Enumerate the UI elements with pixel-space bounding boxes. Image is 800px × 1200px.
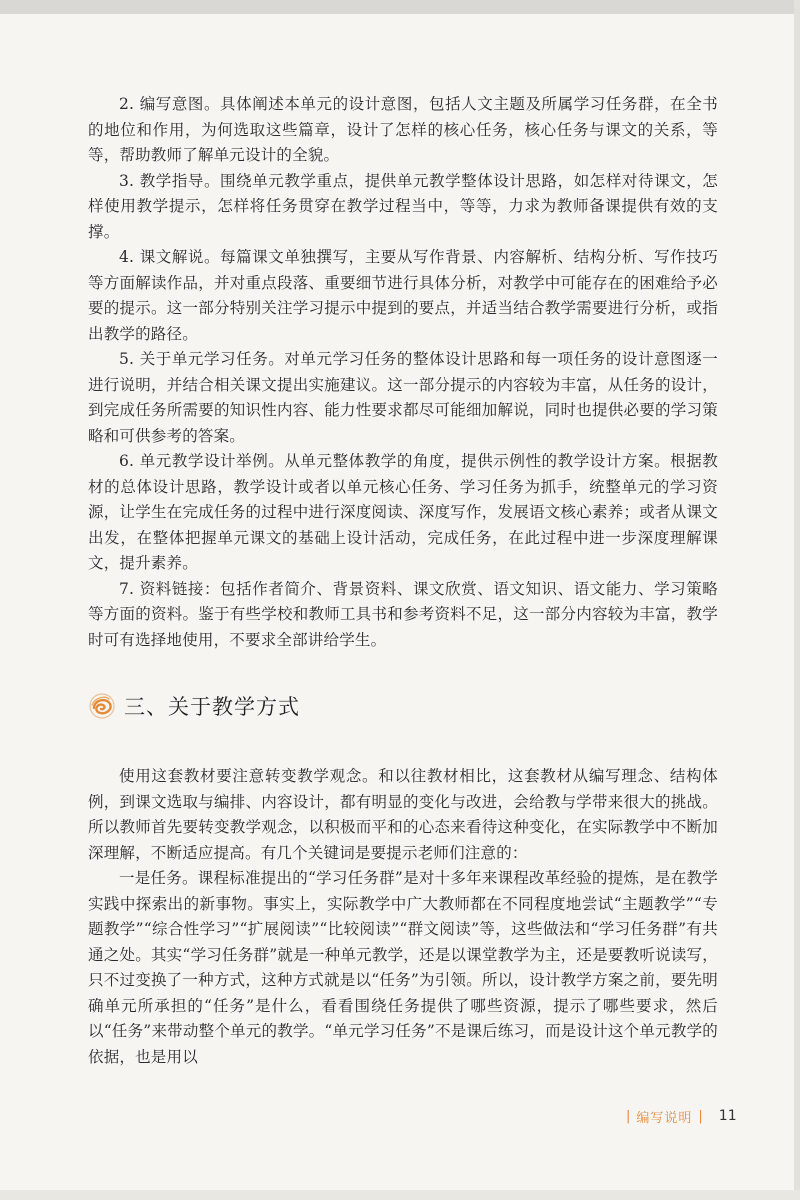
paragraph-unit-design-example: 6. 单元教学设计举例。从单元整体教学的角度，提供示例性的教学设计方案。根据教材的总体设计思路，教学设计或者以单元核心任务、学习任务为抓手，统整单元的学习资源，让学生在完成任务的过程中进行深度阅读、深度写作，发展语文核心素养；或者从课文出发，在整体把握单元课文的基础上设计活动，完成任务，在此过程中进一步深度理解课文，提升素养。 <box>88 452 718 572</box>
bottom-text-block <box>88 764 718 1070</box>
paragraph-writing-intent: 2. 编写意图。具体阐述本单元的设计意图，包括人文主题及所属学习任务群，在全书的地位和作用，为何选取这些篇章，设计了怎样的核心任务，核心任务与课文的关系，等等，帮助教师了解单元设计的全貌。 <box>88 95 718 164</box>
page-number: 11 <box>718 1108 737 1124</box>
swirl-icon <box>88 692 116 720</box>
page-bottom-edge <box>0 1190 800 1200</box>
paragraph-teaching-concept: 使用这套教材要注意转变教学观念。和以往教材相比，这套教材从编写理念、结构体例，到课文选取与编排、内容设计，都有明显的变化与改进，会给教与学带来很大的挑战。所以教师首先要转变教学观念，以积极而平和的心态来看待这种变化，在实际教学中不断加深理解，不断适应提高。有几个关键词是要提示老师们注意的： <box>88 767 718 862</box>
page-top-edge <box>0 0 800 14</box>
section-title: 三、关于教学方式 <box>124 695 300 719</box>
page-right-edge <box>794 0 800 1200</box>
paragraph-teaching-guidance: 3. 教学指导。围绕单元教学重点，提供单元教学整体设计思路，如怎样对待课文，怎样使用教学提示，怎样将任务贯穿在教学过程当中，等等，力求为教师备课提供有效的支撑。 <box>88 171 718 241</box>
section-heading <box>88 688 718 724</box>
page-footer <box>620 1104 737 1128</box>
paragraph-resource-links: 7. 资料链接：包括作者简介、背景资料、课文欣赏、语文知识、语文能力、学习策略等方面的资料。鉴于有些学校和教师工具书和参考资料不足，这一部分内容较为丰富，教学时可有选择地使用，不要求全部讲给学生。 <box>88 579 718 649</box>
paragraph-text-commentary: 4. 课文解说。每篇课文单独撰写，主要从写作背景、内容解析、结构分析、写作技巧等方面解读作品，并对重点段落、重要细节进行具体分析，对教学中可能存在的困难给予必要的提示。这一部分特别关注学习提示中提到的要点，并适当结合教学需要进行分析，或指出教学的路径。 <box>88 248 718 343</box>
footer-divider-left: | <box>626 1108 631 1124</box>
paragraph-task-keyword: 一是任务。课程标准提出的“学习任务群”是对十多年来课程改革经验的提炼，是在教学实践中探索出的新事物。事实上，实际教学中广大教师都在不同程度地尝试“主题教学”“专题教学”“综合性学习”“扩展阅读”“比较阅读”“群文阅读”等，这些做法和“学习任务群”有共通之处。其实“学习任务群”就是一种单元教学，还是以课堂教学为主，还是要教听说读写，只不过变换了一种方式，这种方式就是以“任务”为引领。所以，设计教学方案之前，要先明确单元所承担的“任务”是什么，看看围绕任务提供了哪些资源，提示了哪些要求，然后以“任务”来带动整个单元的教学。“单元学习任务”不是课后练习，而是设计这个单元教学的依据，也是用以 <box>88 869 718 1066</box>
top-text-block <box>88 92 718 653</box>
paragraph-unit-learning-tasks: 5. 关于单元学习任务。对单元学习任务的整体设计思路和每一项任务的设计意图逐一进行说明，并结合相关课文提出实施建议。这一部分提示的内容较为丰富，从任务的设计，到完成任务所需要的知识性内容、能力性要求都尽可能细加解说，同时也提供必要的学习策略和可供参考的答案。 <box>88 350 718 445</box>
footer-section-label: 编写说明 <box>636 1110 693 1126</box>
footer-divider-right: | <box>698 1108 703 1124</box>
